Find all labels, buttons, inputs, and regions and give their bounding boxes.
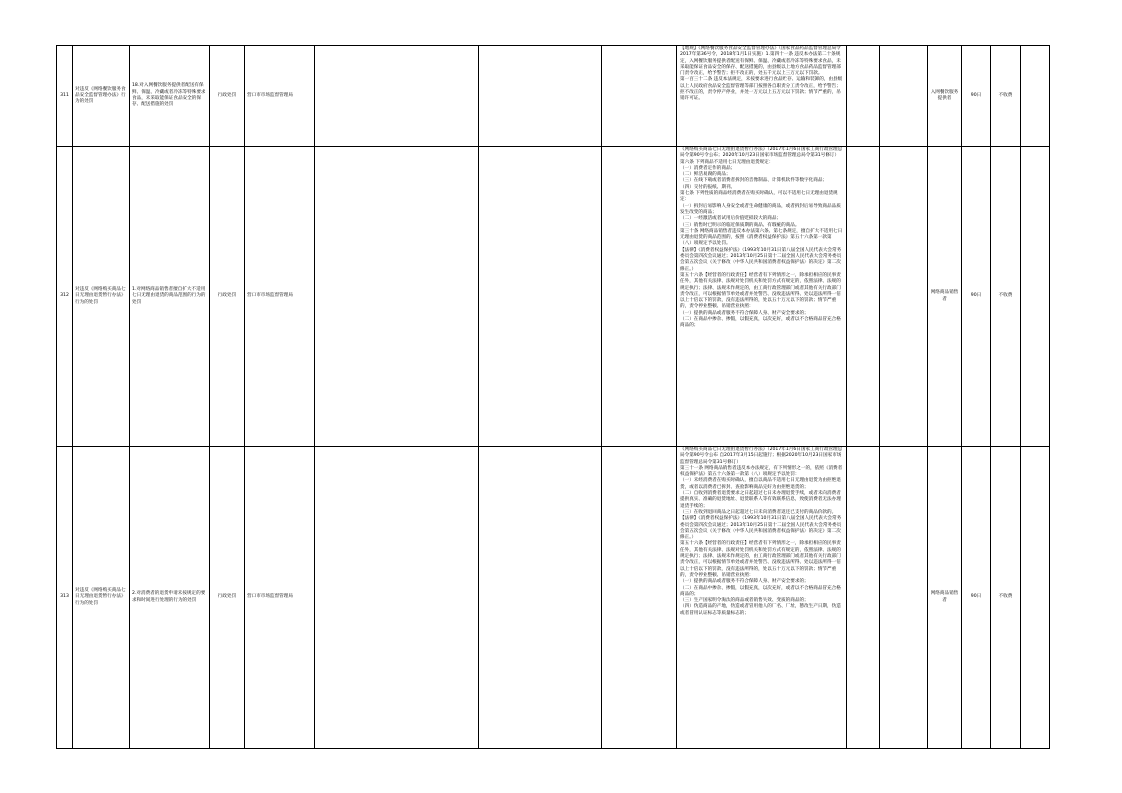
legal-basis-cell: [677, 447, 847, 749]
table-row: [57, 46, 1050, 147]
fee-cell: 不收费: [991, 447, 1021, 749]
period-cell: 90日: [962, 447, 991, 749]
empty-cell: [880, 447, 928, 749]
legal-basis-paragraph: 《网络购买商品七日无理由退货暂行办法》（2017年1月6日国家工商行政管理总局令第90号令公布 自2017年3月15日起施行；根据2020年10月23日国家市场监督管理总局令第31号修订）: [680, 447, 843, 465]
empty-cell: [880, 147, 928, 447]
authority-cell: 营口市市场监督管理局: [245, 147, 315, 447]
empty-cell: [315, 147, 479, 447]
legal-basis-paragraph: （二）鲜活易腐的商品；: [680, 172, 731, 178]
empty-cell: [602, 147, 677, 447]
row-number-cell: 312: [57, 147, 73, 447]
item-name-cell: 对违反《网络餐饮服务食品安全监督管理办法》行为的处罚: [73, 46, 130, 147]
legal-basis-paragraph: 第三十条 网络商品销售者违反本办法第六条、第七条规定，擅自扩大不适用七日无理由退货的商品范围的，按照《消费者权益保护法》第五十六条第一款第（八）项规定予以处罚。: [680, 228, 843, 247]
legal-basis-paragraph: （一）未经消费者在购买时确认，擅自以商品不适用七日无理由退货为由拒绝退货，或者以消费者已拆封、查验影响商品完好为由拒绝退货的；: [680, 478, 841, 490]
item-name-cell: 对违反《网络购买商品七日无理由退货暂行办法》行为的处罚: [73, 447, 130, 749]
legal-basis-paragraph: 第五十六条【经营者的行政责任】经营者有下列情形之一，除承担相应的民事责任外，其他有关法律、法规对处罚机关和处罚方式有规定的，依照法律、法规的规定执行；法律、法规未作规定的，由工商行政管理部门或者其他有关行政部门责令改正，可以根据情节单处或者并处警告、没收违法所得、处以违法所得一倍以上十倍以下的罚款，没有违法所得的，处以五十万元以下的罚款；情节严重的，责令停业整顿、吊销营业执照：: [680, 272, 841, 310]
table-row: [57, 147, 1050, 447]
legal-basis-paragraph: （二）自收到消费者退货要求之日起超过七日未办理退货手续，或者未向消费者提供真实、准确的退货地址、退货联系人等有效联系信息，致使消费者无法办理退货手续的；: [680, 491, 841, 509]
subject-cell: 网络商品销售者: [928, 147, 962, 447]
empty-cell: [479, 447, 602, 749]
legal-basis-paragraph: 第一百三十二条 违反本法规定，未按要求进行食品贮存、运输和装卸的，由县级以上人民政府食品安全监督管理等部门按照各自职责分工责令改正，给予警告；拒不改正的，责令停产停业，并处一万元以上五万元以下罚款；情节严重的，吊销许可证。: [680, 77, 843, 102]
empty-cell: [479, 147, 602, 447]
authority-cell: 营口市市场监督管理局: [245, 46, 315, 147]
empty-cell: [602, 447, 677, 749]
empty-cell: [315, 46, 479, 147]
legal-basis-paragraph: （三）在收到退回商品之日起超过七日未向消费者返还已支付的商品价款的。: [680, 509, 837, 515]
legal-basis-paragraph: （二）一经激活或者试用后价值贬损较大的商品；: [680, 216, 782, 222]
power-type-cell: 行政处罚: [210, 46, 245, 147]
empty-cell: [315, 447, 479, 749]
row-number-cell: 311: [57, 46, 73, 147]
sub-item-cell: 2.对消费者的退货申请未按规定的要求和时间进行处理的行为的处罚: [130, 447, 210, 749]
period-cell: 90日: [962, 147, 991, 447]
legal-basis-paragraph: 第五十六条【经营者的行政责任】经营者有下列情形之一，除承担相应的民事责任外，其他有关法律、法规对处罚机关和处罚方式有规定的，依照法律、法规的规定执行；法律、法规未作规定的，由工商行政管理部门或者其他有关行政部门责令改正，可以根据情节单处或者并处警告、没收违法所得、处以违法所得一倍以上十倍以下的罚款，没有违法所得的，处以五十万元以下的罚款；情节严重的，责令停业整顿、吊销营业执照：: [680, 541, 841, 578]
legal-basis-paragraph: （四）伪造商品的产地，伪造或者冒用他人的厂名、厂址，篡改生产日期，伪造或者冒用认证标志等质量标志的；: [680, 604, 841, 616]
empty-cell: [1021, 447, 1050, 749]
sub-item-cell: 18.对入网餐饮服务提供者配送有保鲜、保温、冷藏或者冷冻等特殊要求食品，未采取能保证食品安全的保存、配送措施的处罚: [130, 46, 210, 147]
legal-basis-paragraph: （一）拆封后易影响人身安全或者生命健康的商品，或者拆封后易导致商品品质发生改变的商品；: [680, 203, 841, 215]
item-name-cell: 对违反《网络购买商品七日无理由退货暂行办法》行为的处罚: [73, 147, 130, 447]
subject-cell: 入网餐饮服务提供者: [928, 46, 962, 147]
legal-basis-paragraph: （三）在线下载或者消费者拆封的音像制品、计算机软件等数字化商品；: [680, 178, 828, 184]
authority-cell: 营口市市场监督管理局: [245, 447, 315, 749]
empty-cell: [847, 46, 880, 147]
table-row: [57, 447, 1050, 749]
legal-basis-paragraph: 第三十一条 网络商品销售者违反本办法规定，有下列情形之一的，依照《消费者权益保护法》第五十六条第一款第（八）项规定予以处罚：: [680, 465, 843, 478]
legal-basis-paragraph: （一）提供的商品或者服务不符合保障人身、财产安全要求的；: [680, 579, 809, 585]
legal-basis-paragraph: （二）在商品中掺杂、掺假，以假充真，以次充好，或者以不合格商品冒充合格商品的；: [680, 585, 841, 597]
legal-basis-cell: [677, 147, 847, 447]
empty-cell: [479, 46, 602, 147]
fee-cell: 不收费: [991, 147, 1021, 447]
empty-cell: [602, 46, 677, 147]
empty-cell: [847, 147, 880, 447]
legal-basis-paragraph: （四）交付的报纸、期刊。: [680, 184, 736, 190]
period-cell: 90日: [962, 46, 991, 147]
legal-basis-paragraph: 【法律】《消费者权益保护法》（1993年10月31日第八届全国人民代表大会常务委员会第四次会议通过；2013年10月25日第十二届全国人民代表大会常务委员会第五次会议《关于修改〈中华人民共和国消费者权益保护法〉的决定》第二次修正。）: [680, 516, 842, 541]
legal-basis-paragraph: 《网络购买商品七日无理由退货暂行办法》（2017年1月6日国家工商行政管理总局令第90号令公布；2020年10月23日国家市场监督管理总局令第31号修订）: [680, 147, 843, 159]
legal-basis-paragraph: 第七条 下列性质的商品经消费者在购买时确认，可以不适用七日无理由退货规定：: [680, 191, 838, 203]
empty-cell: [880, 46, 928, 147]
legal-basis-paragraph: （三）销售时已明示的临近保质期的商品、有瑕疵的商品。: [680, 222, 800, 228]
power-list-table: [56, 45, 1050, 749]
legal-basis-paragraph: （一）提供的商品或者服务不符合保障人身、财产安全要求的；: [680, 310, 809, 316]
empty-cell: [847, 447, 880, 749]
sub-item-cell: 1.对网络商品销售者擅自扩大不适用七日无理由退货的商品范围的行为的处罚: [130, 147, 210, 447]
power-type-cell: 行政处罚: [210, 447, 245, 749]
legal-basis-cell: [677, 46, 847, 147]
power-type-cell: 行政处罚: [210, 147, 245, 447]
legal-basis-paragraph: （二）在商品中掺杂、掺假，以假充真，以次充好，或者以不合格商品冒充合格商品的；: [680, 317, 841, 329]
legal-basis-paragraph: （一）消费者定作的商品；: [680, 165, 736, 171]
row-number-cell: 313: [57, 447, 73, 749]
empty-cell: [1021, 147, 1050, 447]
empty-cell: [1021, 46, 1050, 147]
legal-basis-paragraph: （三）生产国家明令淘汰的商品或者销售失效、变质的商品的；: [680, 598, 809, 604]
subject-cell: 网络商品销售者: [928, 447, 962, 749]
legal-basis-paragraph: 第六条 下列商品不适用七日无理由退货规定：: [680, 159, 774, 165]
legal-basis-paragraph: 【地规】《网络餐饮服务食品安全监督管理办法》（国家食品药品监督管理总局令2017年第36号令，2018年1月1日实施）1.第四十一条 违反本办法第二十条规定，入网餐饮服务提供者配送有保鲜、保温、冷藏或者冷冻等特殊要求食品，未采取能保证食品安全的保存、配送措施的，由县级以上地方食品药品监督管理部门责令改正，给予警告；拒不改正的，处五千元以上三万元以下罚款。: [680, 46, 841, 77]
fee-cell: 不收费: [991, 46, 1021, 147]
legal-basis-paragraph: 【法律】《消费者权益保护法》（1993年10月31日第八届全国人民代表大会常务委员会第四次会议通过；2013年10月25日第十二届全国人民代表大会常务委员会第五次会议《关于修改〈中华人民共和国消费者权益保护法〉的决定》第二次修正。）: [680, 247, 842, 272]
